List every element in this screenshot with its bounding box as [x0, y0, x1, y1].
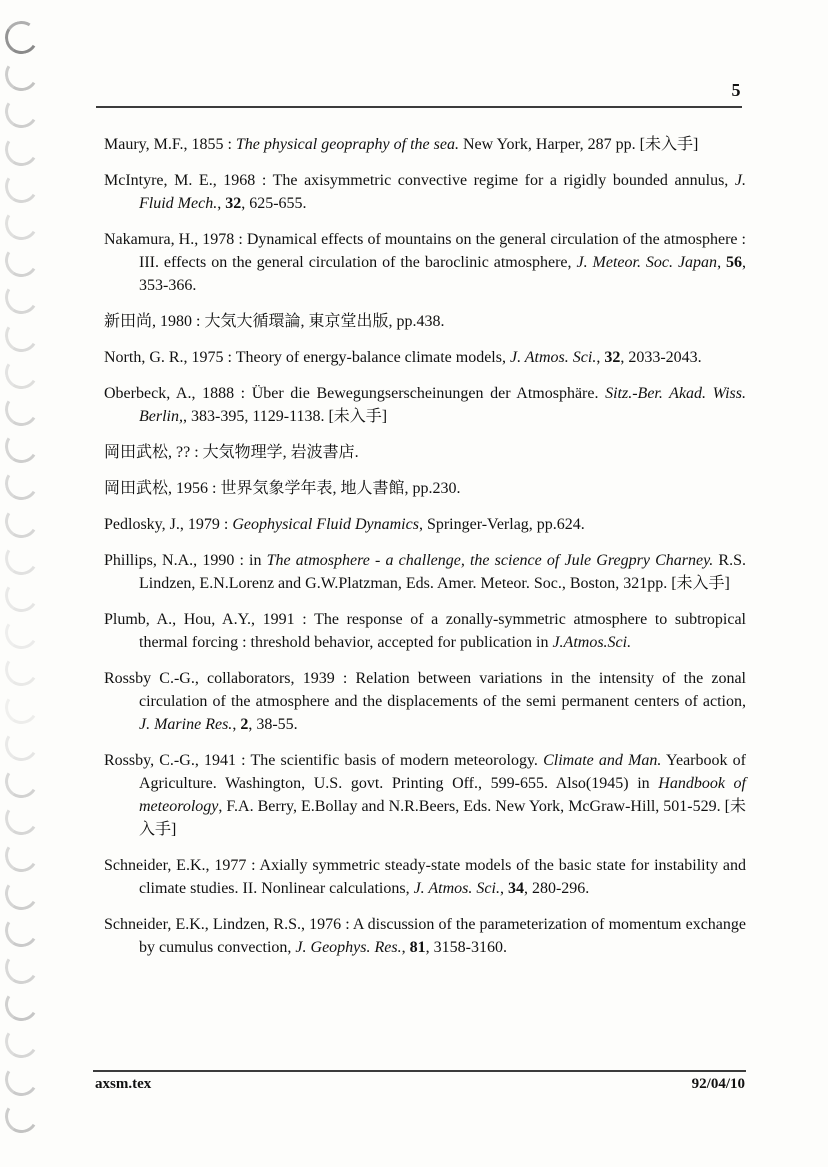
- entry-text-run: ,: [596, 349, 605, 366]
- entry-text-run: 新田尚, 1980 : 大気大循環論, 東京堂出版, pp.438.: [104, 313, 445, 330]
- entry-text-run: , 383-395, 1129-1138. [未入手]: [183, 408, 388, 425]
- footer-filename: axsm.tex: [95, 1076, 152, 1092]
- bib-entry: [104, 441, 746, 464]
- entry-text-run: 32: [604, 349, 621, 366]
- binder-ring: [2, 92, 41, 131]
- entry-text-run: J.Atmos.Sci.: [552, 634, 632, 651]
- binder-rings: [0, 0, 60, 1167]
- entry-text-run: Nakamura, H., 1978 : Dynamical effects of mountains on the general circulation of the atmosphere : III. effects on the general circulation of the baroclinic atmosphere,: [104, 231, 746, 271]
- binder-ring: [2, 874, 41, 913]
- entry-text-run: Yearbook of Agriculture. Washington, U.S. govt. Printing Off., 599-655. Also(1945) in: [139, 752, 747, 792]
- bib-entry: [104, 854, 746, 900]
- binder-ring: [2, 539, 41, 578]
- bib-entry: [104, 346, 746, 369]
- entry-text-run: Handbook of meteorology: [139, 775, 747, 815]
- binder-ring: [2, 576, 41, 615]
- bib-entry: [104, 477, 746, 500]
- entry-text-run: J. Marine Res.: [139, 716, 233, 733]
- entry-text-run: Sitz.-Ber. Akad. Wiss. Berlin,: [139, 385, 747, 425]
- entry-text-run: 81: [409, 939, 426, 956]
- entry-text-run: Maury, M.F., 1855 :: [104, 136, 236, 153]
- entry-text-run: J. Atmos. Sci.: [413, 880, 500, 897]
- binder-ring: [2, 502, 41, 541]
- bib-entry: [104, 913, 746, 959]
- binder-ring: [2, 278, 41, 317]
- entry-text-run: R.S. Lindzen, E.N.Lorenz and G.W.Platzman, Eds. Amer. Meteor. Soc., Boston, 321pp. [未入手]: [139, 552, 746, 592]
- binder-ring: [2, 1097, 41, 1136]
- entry-text-run: Rossby, C.-G., 1941 : The scientific basis of modern meteorology.: [104, 752, 544, 769]
- binder-ring: [2, 1022, 41, 1061]
- bib-entry: [104, 169, 746, 215]
- entry-text-run: J. Fluid Mech.: [139, 172, 746, 212]
- entry-text-run: J. Geophys. Res.: [295, 939, 402, 956]
- bib-entry: [104, 749, 746, 841]
- entry-text-run: , Springer-Verlag, pp.624.: [418, 516, 585, 533]
- bib-entry: [104, 133, 746, 156]
- page-number: 5: [731, 80, 741, 100]
- bibliography: [104, 133, 746, 972]
- binder-ring: [2, 836, 41, 875]
- entry-text-run: , 38-55.: [248, 716, 298, 733]
- entry-text-run: The physical geopraphy of the sea.: [235, 136, 459, 153]
- entry-text-run: McIntyre, M. E., 1968 : The axisymmetric convective regime for a rigidly bounded annulus,: [104, 172, 735, 189]
- entry-text-run: Schneider, E.K., Lindzen, R.S., 1976 : A discussion of the parameterization of momentum exchange by cumulus convection,: [104, 916, 746, 956]
- entry-text-run: New York, Harper, 287 pp. [未入手]: [458, 136, 699, 153]
- entry-text-run: Phillips, N.A., 1990 : in: [104, 552, 267, 569]
- binder-ring: [2, 911, 41, 950]
- binder-ring: [2, 688, 41, 727]
- entry-text-run: J. Meteor. Soc. Japan: [576, 254, 718, 271]
- binder-ring: [2, 985, 41, 1024]
- entry-text-run: North, G. R., 1975 : Theory of energy-balance climate models,: [104, 349, 510, 366]
- entry-text-run: The atmosphere - a challenge, the science of Jule Gregpry Charney.: [266, 552, 714, 569]
- binder-ring: [2, 55, 41, 94]
- entry-text-run: 34: [507, 880, 524, 897]
- footer-date: 92/04/10: [691, 1076, 745, 1092]
- footer-rule: [93, 1070, 746, 1072]
- binder-ring: [2, 167, 41, 206]
- entry-text-run: Pedlosky, J., 1979 :: [104, 516, 233, 533]
- entry-text-run: Climate and Man.: [543, 752, 662, 769]
- entry-text-run: 岡田武松, ?? : 大気物理学, 岩波書店.: [104, 444, 359, 461]
- entry-text-run: Schneider, E.K., 1977 : Axially symmetric steady-state models of the basic state for instability and climate studies. II. Nonlinear calculations,: [104, 857, 746, 897]
- entry-text-run: Geophysical Fluid Dynamics: [232, 516, 419, 533]
- binder-ring: [2, 762, 41, 801]
- bib-entry: [104, 228, 746, 297]
- bib-entry: [104, 310, 746, 333]
- entry-text-run: 岡田武松, 1956 : 世界気象学年表, 地人書館, pp.230.: [104, 480, 461, 497]
- bib-entry: [104, 382, 746, 428]
- entry-text-run: ,: [232, 716, 241, 733]
- entry-text-run: ,: [499, 880, 508, 897]
- bib-entry: [104, 608, 746, 654]
- binder-ring: [2, 241, 41, 280]
- entry-text-run: ,: [401, 939, 410, 956]
- binder-ring: [2, 1060, 41, 1099]
- binder-ring: [2, 204, 41, 243]
- binder-ring: [2, 799, 41, 838]
- binder-ring: [2, 948, 41, 987]
- binder-ring: [2, 353, 41, 392]
- binder-ring: [2, 316, 41, 355]
- binder-ring: [2, 650, 41, 689]
- binder-ring: [2, 725, 41, 764]
- entry-text-run: ,: [217, 195, 226, 212]
- binder-ring: [2, 18, 41, 57]
- binder-ring: [2, 464, 41, 503]
- binder-ring: [2, 130, 41, 169]
- entry-text-run: Oberbeck, A., 1888 : Über die Bewegungserscheinungen der Atmosphäre.: [104, 385, 606, 402]
- entry-text-run: ,: [717, 254, 727, 271]
- binder-ring: [2, 390, 41, 429]
- binder-ring: [2, 613, 41, 652]
- bib-entry: [104, 549, 746, 595]
- header-rule: [96, 106, 742, 108]
- bib-entry: [104, 667, 746, 736]
- binder-ring: [2, 427, 41, 466]
- entry-text-run: Rossby C.-G., collaborators, 1939 : Relation between variations in the intensity of the zonal circulation of the atmosphere and the displacements of the semi permanent centers of action,: [104, 670, 746, 710]
- entry-text-run: 32: [225, 195, 242, 212]
- entry-text-run: 2: [240, 716, 249, 733]
- entry-text-run: J. Atmos. Sci.: [509, 349, 597, 366]
- entry-text-run: , 280-296.: [523, 880, 590, 897]
- entry-text-run: , 353-366.: [139, 254, 747, 294]
- entry-text-run: , 625-655.: [241, 195, 307, 212]
- bib-entry: [104, 513, 746, 536]
- entry-text-run: Plumb, A., Hou, A.Y., 1991 : The response of a zonally-symmetric atmosphere to subtropical thermal forcing : threshold behavior, accepted for publication in: [104, 611, 746, 651]
- entry-text-run: 56: [726, 254, 743, 271]
- entry-text-run: , F.A. Berry, E.Bollay and N.R.Beers, Eds. New York, McGraw-Hill, 501-529. [未入手]: [139, 798, 746, 838]
- entry-text-run: , 3158-3160.: [425, 939, 507, 956]
- entry-text-run: , 2033-2043.: [620, 349, 702, 366]
